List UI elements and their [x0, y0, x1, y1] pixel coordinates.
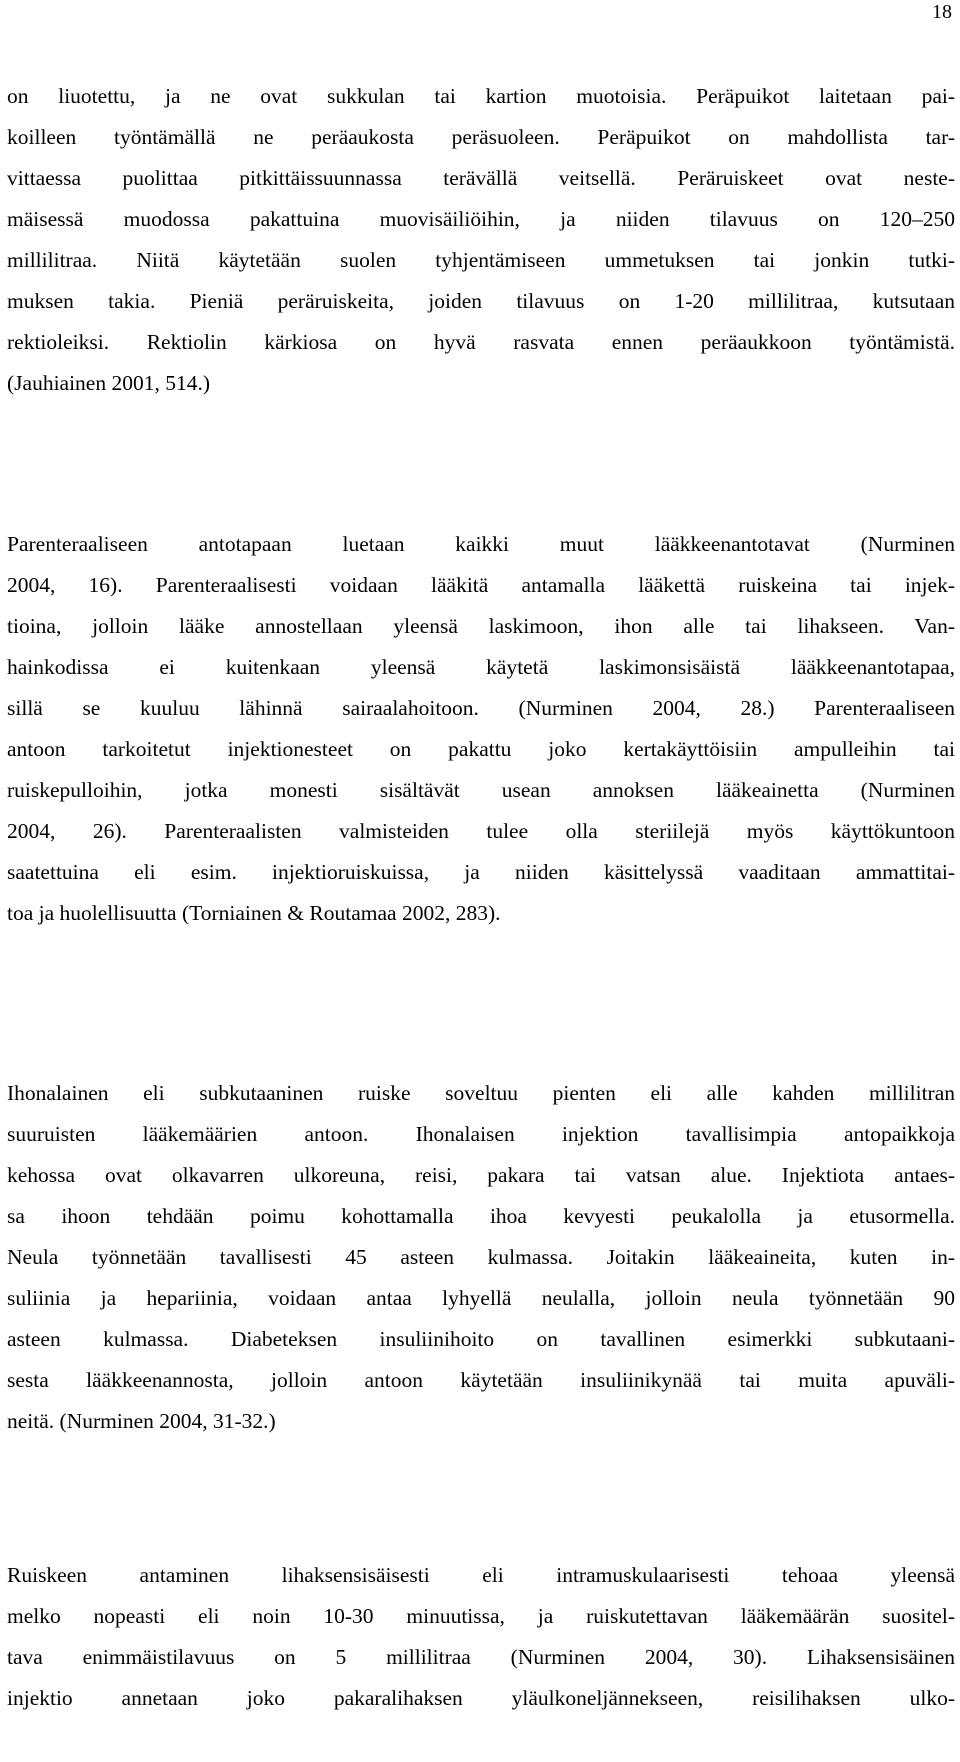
text-line: Parenteraaliseen antotapaan luetaan kaikki muut lääkkeenantotavat (Nurminen — [7, 532, 955, 556]
text-line: sillä se kuuluu lähinnä sairaalahoitoon. (Nurminen 2004, 28.) Parenteraaliseen — [7, 696, 955, 720]
text-line: 2004, 26). Parenteraalisten valmisteiden tulee olla steriilejä myös käyttökuntoon — [7, 819, 955, 843]
text-line: antoon tarkoitetut injektionesteet on pakattu joko kertakäyttöisiin ampulleihin tai — [7, 737, 955, 761]
text-line: (Jauhiainen 2001, 514.) — [7, 371, 211, 395]
text-line: kehossa ovat olkavarren ulkoreuna, reisi, pakara tai vatsan alue. Injektiota antaes- — [7, 1163, 955, 1187]
text-line: Neula työnnetään tavallisesti 45 asteen kulmassa. Joitakin lääkeaineita, kuten in- — [7, 1245, 955, 1269]
text-line: toa ja huolellisuutta (Torniainen & Routamaa 2002, 283). — [7, 901, 501, 925]
text-line: neitä. (Nurminen 2004, 31-32.) — [7, 1409, 276, 1433]
paragraph-parenteral — [7, 524, 955, 934]
text-line: tioina, jolloin lääke annostellaan yleensä laskimoon, ihon alle tai lihakseen. Van- — [7, 614, 955, 638]
text-line: sesta lääkkeenannosta, jolloin antoon käytetään insuliinikynää tai muita apuväli- — [7, 1368, 955, 1392]
text-line: suliinia ja hepariinia, voidaan antaa lyhyellä neulalla, jolloin neula työnnetään 90 — [7, 1286, 955, 1310]
text-line: injektio annetaan joko pakaralihaksen yläulkoneljännekseen, reisilihaksen ulko- — [7, 1686, 955, 1710]
text-line: suuruisten lääkemäärien antoon. Ihonalaisen injektion tavallisimpia antopaikkoja — [7, 1122, 955, 1146]
text-line: Ihonalainen eli subkutaaninen ruiske soveltuu pienten eli alle kahden millilitran — [7, 1081, 955, 1105]
text-line: asteen kulmassa. Diabeteksen insuliinihoito on tavallinen esimerkki subkutaani- — [7, 1327, 955, 1351]
paragraph-subcutaneous — [7, 1073, 955, 1442]
text-line: koilleen työntämällä ne peräaukosta peräsuoleen. Peräpuikot on mahdollista tar- — [7, 125, 955, 149]
page-number: 18 — [932, 1, 952, 23]
text-line: mäisessä muodossa pakattuina muovisäiliöihin, ja niiden tilavuus on 120–250 — [7, 207, 955, 231]
text-line: 2004, 16). Parenteraalisesti voidaan lääkitä antamalla lääkettä ruiskeina tai injek- — [7, 573, 955, 597]
text-line: ruiskepulloihin, jotka monesti sisältävät usean annoksen lääkeainetta (Nurminen — [7, 778, 955, 802]
text-line: hainkodissa ei kuitenkaan yleensä käytetä laskimonsisäistä lääkkeenantotapaa, — [7, 655, 955, 679]
text-line: muksen takia. Pieniä peräruiskeita, joiden tilavuus on 1-20 millilitraa, kutsutaan — [7, 289, 955, 313]
paragraph-suppositories — [7, 76, 955, 404]
text-line: melko nopeasti eli noin 10-30 minuutissa, ja ruiskutettavan lääkemäärän suositel- — [7, 1604, 955, 1628]
text-line: rektioleiksi. Rektiolin kärkiosa on hyvä rasvata ennen peräaukkoon työntämistä. — [7, 330, 955, 354]
text-line: vittaessa puolittaa pitkittäissuunnassa terävällä veitsellä. Peräruiskeet ovat neste- — [7, 166, 955, 190]
text-line: on liuotettu, ja ne ovat sukkulan tai kartion muotoisia. Peräpuikot laitetaan pai- — [7, 84, 955, 108]
paragraph-intramuscular — [7, 1555, 955, 1719]
text-line: tava enimmäistilavuus on 5 millilitraa (Nurminen 2004, 30). Lihaksensisäinen — [7, 1645, 955, 1669]
text-line: sa ihoon tehdään poimu kohottamalla ihoa kevyesti peukalolla ja etusormella. — [7, 1204, 955, 1228]
text-line: saatettuina eli esim. injektioruiskuissa, ja niiden käsittelyssä vaaditaan ammattitai- — [7, 860, 955, 884]
text-line: Ruiskeen antaminen lihaksensisäisesti eli intramuskulaarisesti tehoaa yleensä — [7, 1563, 955, 1587]
text-line: millilitraa. Niitä käytetään suolen tyhjentämiseen ummetuksen tai jonkin tutki- — [7, 248, 955, 272]
